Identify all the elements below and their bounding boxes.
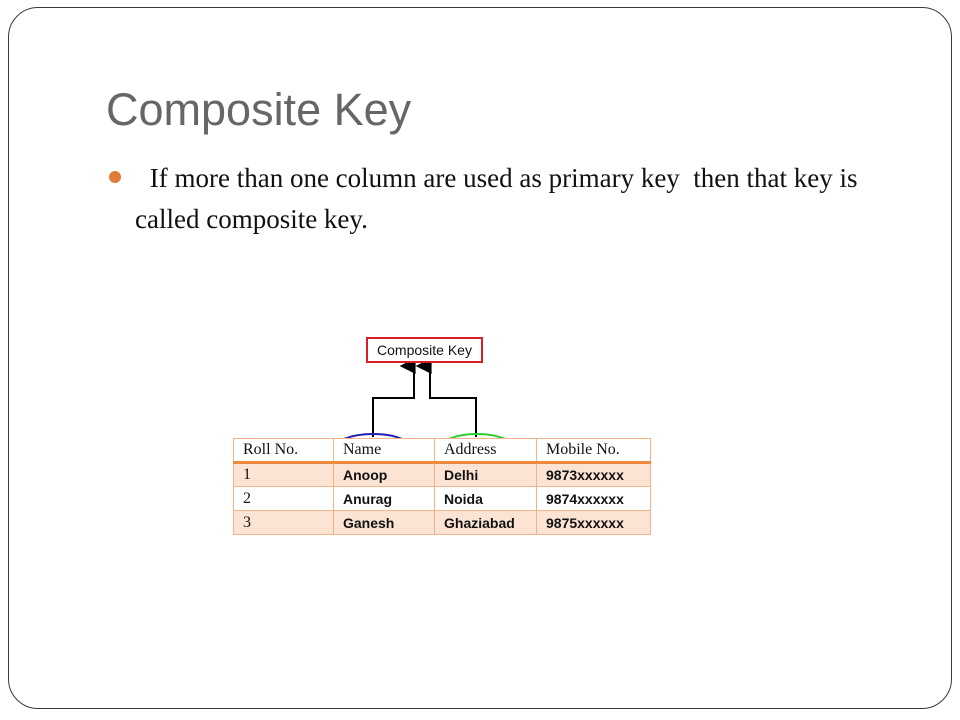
composite-key-label: Composite Key xyxy=(366,337,483,363)
address-connector-line xyxy=(430,366,476,437)
cell-name: Ganesh xyxy=(334,511,435,535)
column-header-name: Name xyxy=(334,439,435,463)
column-header-roll-no: Roll No. xyxy=(234,439,334,463)
cell-mobile-no: 9874xxxxxx xyxy=(537,487,651,511)
cell-roll-no: 1 xyxy=(234,463,334,487)
cell-mobile-no: 9873xxxxxx xyxy=(537,463,651,487)
table-row xyxy=(234,487,651,511)
table-row xyxy=(234,463,651,487)
student-table xyxy=(233,438,651,535)
column-header-address: Address xyxy=(435,439,537,463)
cell-roll-no: 2 xyxy=(234,487,334,511)
cell-address: Ghaziabad xyxy=(435,511,537,535)
table-header-row xyxy=(234,439,651,463)
column-header-mobile-no: Mobile No. xyxy=(537,439,651,463)
cell-address: Delhi xyxy=(435,463,537,487)
cell-name: Anurag xyxy=(334,487,435,511)
cell-mobile-no: 9875xxxxxx xyxy=(537,511,651,535)
slide-title: Composite Key xyxy=(106,84,412,135)
cell-roll-no: 3 xyxy=(234,511,334,535)
bullet-text: If more than one column are used as primary key then that key is called composite key. xyxy=(135,163,865,234)
table-row xyxy=(234,511,651,535)
cell-address: Noida xyxy=(435,487,537,511)
name-connector-line xyxy=(373,366,414,437)
cell-name: Anoop xyxy=(334,463,435,487)
